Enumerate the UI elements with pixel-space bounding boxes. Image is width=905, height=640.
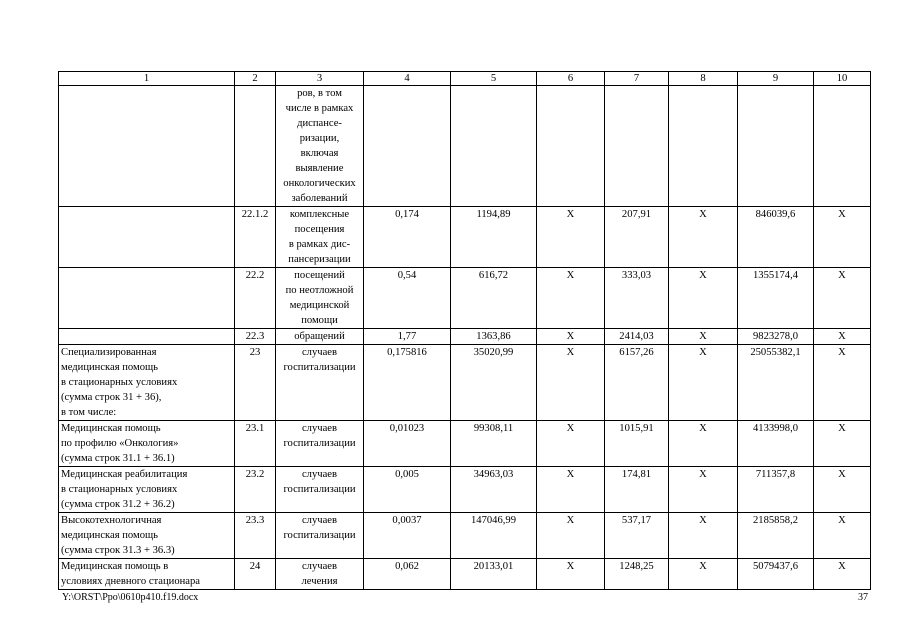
table-cell: X [814,421,871,467]
table-cell: 0,54 [364,268,451,329]
table-cell: 23.1 [235,421,276,467]
table-cell: ров, в том числе в рамках диспансе- ризации, включая выявление онкологических заболеваний [276,86,364,207]
table-cell: X [669,513,738,559]
table-cell: X [669,559,738,590]
table-cell: X [537,268,605,329]
table-row [59,559,871,590]
table-cell: 23.2 [235,467,276,513]
table-cell [59,86,235,207]
table-cell: 147046,99 [451,513,537,559]
table-cell: 6157,26 [605,345,669,421]
table-cell: X [814,329,871,345]
table-cell [537,86,605,207]
table-cell: 5079437,6 [738,559,814,590]
table-cell: 174,81 [605,467,669,513]
table-cell: 99308,11 [451,421,537,467]
column-header: 8 [669,72,738,86]
table-cell: X [814,207,871,268]
table-cell [451,86,537,207]
table-cell: 4133998,0 [738,421,814,467]
table-cell: случаев госпитализации [276,467,364,513]
table-cell: 22.1.2 [235,207,276,268]
table-cell: X [669,421,738,467]
table-row [59,345,871,421]
table-cell: случаев госпитализации [276,513,364,559]
column-header: 7 [605,72,669,86]
column-header: 2 [235,72,276,86]
table-cell: 22.3 [235,329,276,345]
table-cell [669,86,738,207]
table-cell: X [814,559,871,590]
table-cell: 23.3 [235,513,276,559]
column-header: 6 [537,72,605,86]
table-cell: 0,062 [364,559,451,590]
table-row [59,86,871,207]
table-cell: X [537,329,605,345]
table-cell: X [537,207,605,268]
table-cell: X [537,467,605,513]
table-cell: 23 [235,345,276,421]
table-cell: 711357,8 [738,467,814,513]
table-cell: 0,01023 [364,421,451,467]
data-table [58,71,871,590]
table-cell [738,86,814,207]
table-cell: 0,175816 [364,345,451,421]
table-cell: случаев госпитализации [276,421,364,467]
table-cell: 34963,03 [451,467,537,513]
table-cell [235,86,276,207]
table-cell: X [669,467,738,513]
table-cell: Высокотехнологичная медицинская помощь (сумма строк 31.3 + 36.3) [59,513,235,559]
table-row [59,421,871,467]
table-cell [59,207,235,268]
table-row [59,268,871,329]
table-cell: 0,0037 [364,513,451,559]
table-cell [59,329,235,345]
table-cell: Специализированная медицинская помощь в стационарных условиях (сумма строк 31 + 36), в том числе: [59,345,235,421]
table-cell: X [537,513,605,559]
table-cell: 1,77 [364,329,451,345]
table-cell: X [669,268,738,329]
table-row [59,207,871,268]
table-cell: 22.2 [235,268,276,329]
table-cell: X [669,345,738,421]
column-header: 9 [738,72,814,86]
table-cell: 24 [235,559,276,590]
table-cell: X [537,559,605,590]
table-cell: 9823278,0 [738,329,814,345]
table-cell: 1355174,4 [738,268,814,329]
table-cell: X [814,268,871,329]
table-cell: 20133,01 [451,559,537,590]
table-cell: 25055382,1 [738,345,814,421]
table-cell: Медицинская помощь по профилю «Онкология» (сумма строк 31.1 + 36.1) [59,421,235,467]
table-cell: X [537,345,605,421]
table-cell [605,86,669,207]
table-cell: случаев госпитализации [276,345,364,421]
table-cell: 2185858,2 [738,513,814,559]
column-number-row [59,72,871,86]
table-cell [814,86,871,207]
table-cell: 1194,89 [451,207,537,268]
table-cell [59,268,235,329]
table-cell: X [814,345,871,421]
table-cell: 0,005 [364,467,451,513]
column-header: 5 [451,72,537,86]
table-cell: 537,17 [605,513,669,559]
table-cell: 846039,6 [738,207,814,268]
table-cell: 0,174 [364,207,451,268]
table-cell: X [537,421,605,467]
table-cell [364,86,451,207]
table-cell: посещений по неотложной медицинской помощи [276,268,364,329]
table-cell: X [814,467,871,513]
table-cell: X [669,207,738,268]
table-cell: 616,72 [451,268,537,329]
table-cell: X [669,329,738,345]
table-cell: 207,91 [605,207,669,268]
table-cell: 333,03 [605,268,669,329]
table-cell: Медицинская реабилитация в стационарных условиях (сумма строк 31.2 + 36.2) [59,467,235,513]
table-row [59,467,871,513]
table-cell: 1015,91 [605,421,669,467]
table-cell: 1248,25 [605,559,669,590]
column-header: 10 [814,72,871,86]
table-row [59,329,871,345]
page-number: 37 [858,592,868,603]
table-cell: Медицинская помощь в условиях дневного стационара [59,559,235,590]
column-header: 3 [276,72,364,86]
table-cell: случаев лечения [276,559,364,590]
table-cell: X [814,513,871,559]
column-header: 4 [364,72,451,86]
file-path: Y:\ORST\Ppo\0610p410.f19.docx [62,592,199,603]
column-header: 1 [59,72,235,86]
table-cell: 35020,99 [451,345,537,421]
table-row [59,513,871,559]
table-cell: 2414,03 [605,329,669,345]
table-cell: комплексные посещения в рамках дис- пансеризации [276,207,364,268]
table-cell: обращений [276,329,364,345]
table-cell: 1363,86 [451,329,537,345]
